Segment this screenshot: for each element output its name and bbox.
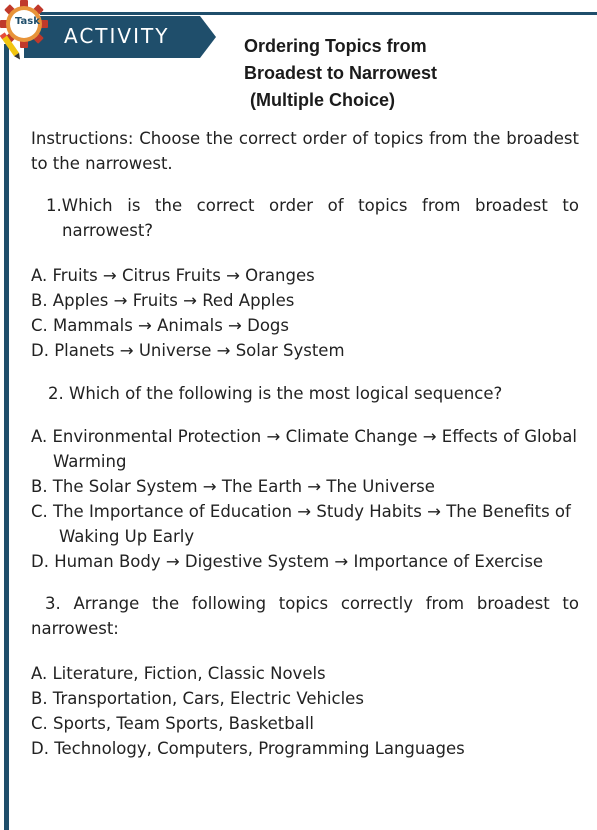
option-b: B. Transportation, Cars, Electric Vehicles xyxy=(31,689,364,708)
activity-label: ACTIVITY xyxy=(64,24,170,48)
worksheet-title xyxy=(244,33,437,114)
option-d: D. Technology, Computers, Programming Languages xyxy=(31,739,465,758)
option-c: C. Sports, Team Sports, Basketball xyxy=(31,714,314,733)
question-1-options xyxy=(31,263,579,363)
question-number: 2. xyxy=(48,384,64,403)
page-frame-left xyxy=(4,44,9,830)
worksheet-content xyxy=(31,126,579,761)
question-number: 1. xyxy=(46,196,62,215)
question-text: Which is the correct order of topics from broadest to narrowest? xyxy=(61,196,579,240)
question-3-options xyxy=(31,661,579,761)
question-1 xyxy=(31,193,579,243)
option-a: A. Fruits → Citrus Fruits → Oranges xyxy=(31,266,315,285)
option-d: D. Human Body → Digestive System → Importance of Exercise xyxy=(31,552,544,571)
question-2 xyxy=(31,381,579,406)
title-line-3: (Multiple Choice) xyxy=(250,90,395,110)
title-line-2: Broadest to Narrowest xyxy=(244,63,438,83)
option-c: C. The Importance of Education → Study Habits → The Benefits of Waking Up Early xyxy=(31,502,571,546)
question-text: Which of the following is the most logical sequence? xyxy=(69,384,503,403)
question-3 xyxy=(31,591,579,641)
option-b: B. The Solar System → The Earth → The Universe xyxy=(31,477,435,496)
option-d: D. Planets → Universe → Solar System xyxy=(31,341,345,360)
question-number: 3. xyxy=(45,594,61,613)
question-text: Arrange the following topics correctly from broadest to narrowest: xyxy=(31,594,579,638)
option-b: B. Apples → Fruits → Red Apples xyxy=(31,291,295,310)
option-a: A. Literature, Fiction, Classic Novels xyxy=(31,664,326,683)
instructions-text: Instructions: Choose the correct order of topics from the broadest to the narrowest. xyxy=(31,129,579,173)
page-frame-top xyxy=(40,12,597,15)
option-a: A. Environmental Protection → Climate Change → Effects of Global Warming xyxy=(31,427,577,471)
title-line-1: Ordering Topics from xyxy=(244,36,427,56)
task-label: Task xyxy=(15,16,40,27)
gear-icon xyxy=(0,0,60,70)
task-gear-badge xyxy=(0,0,60,70)
option-c: C. Mammals → Animals → Dogs xyxy=(31,316,289,335)
question-2-options xyxy=(31,424,579,574)
